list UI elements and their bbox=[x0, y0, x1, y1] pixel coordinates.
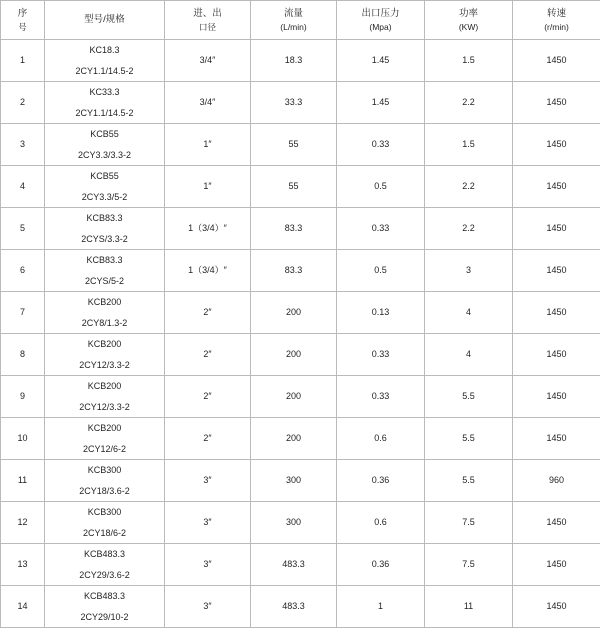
column-header-power bbox=[425, 1, 513, 40]
cell-index: 7 bbox=[1, 292, 45, 334]
cell-model bbox=[45, 166, 165, 208]
cell-model-line2: 2CY18/6-2 bbox=[83, 527, 126, 539]
cell-speed: 1450 bbox=[513, 166, 600, 208]
column-header-power-line1: 功率 bbox=[459, 7, 478, 21]
table-header bbox=[1, 1, 600, 40]
cell-power: 5.5 bbox=[425, 418, 513, 460]
column-header-model bbox=[45, 1, 165, 40]
cell-model-line1: KCB200 bbox=[88, 422, 122, 434]
cell-speed: 1450 bbox=[513, 250, 600, 292]
column-header-outlet-pressure-line2: (Mpa) bbox=[369, 21, 391, 33]
cell-port: 1（3/4）″ bbox=[165, 250, 251, 292]
cell-index: 11 bbox=[1, 460, 45, 502]
table-row bbox=[1, 334, 600, 376]
cell-index: 6 bbox=[1, 250, 45, 292]
column-header-inlet-outlet-line2: 口径 bbox=[199, 21, 216, 33]
table-row bbox=[1, 376, 600, 418]
column-header-inlet-outlet bbox=[165, 1, 251, 40]
cell-flow: 483.3 bbox=[251, 544, 337, 586]
cell-model-line2: 2CY29/10-2 bbox=[80, 611, 128, 623]
cell-flow: 300 bbox=[251, 460, 337, 502]
cell-model bbox=[45, 250, 165, 292]
cell-flow: 200 bbox=[251, 376, 337, 418]
cell-index: 4 bbox=[1, 166, 45, 208]
cell-port: 3″ bbox=[165, 502, 251, 544]
cell-model-line1: KCB200 bbox=[88, 338, 122, 350]
cell-model bbox=[45, 40, 165, 82]
column-header-index-line2: 号 bbox=[18, 21, 27, 33]
column-header-index-line1: 序 bbox=[18, 7, 28, 21]
column-header-power-line2: (KW) bbox=[459, 21, 478, 33]
cell-model-line1: KCB300 bbox=[88, 506, 122, 518]
column-header-model-line1: 型号/规格 bbox=[84, 13, 125, 27]
cell-port: 3″ bbox=[165, 586, 251, 628]
cell-flow: 200 bbox=[251, 292, 337, 334]
cell-power: 7.5 bbox=[425, 502, 513, 544]
cell-flow: 18.3 bbox=[251, 40, 337, 82]
cell-model-line2: 2CY12/6-2 bbox=[83, 443, 126, 455]
cell-speed: 960 bbox=[513, 460, 600, 502]
cell-model-line2: 2CYS/5-2 bbox=[85, 275, 124, 287]
cell-model-line1: KC18.3 bbox=[89, 44, 119, 56]
cell-model bbox=[45, 376, 165, 418]
cell-power: 3 bbox=[425, 250, 513, 292]
column-header-speed bbox=[513, 1, 600, 40]
cell-power: 11 bbox=[425, 586, 513, 628]
cell-model bbox=[45, 208, 165, 250]
column-header-inlet-outlet-line1: 进、出 bbox=[193, 7, 222, 21]
cell-model bbox=[45, 82, 165, 124]
cell-model-line1: KCB483.3 bbox=[84, 548, 125, 560]
cell-model bbox=[45, 418, 165, 460]
cell-port: 3″ bbox=[165, 460, 251, 502]
column-header-flow-line2: (L/min) bbox=[280, 21, 306, 33]
cell-flow: 200 bbox=[251, 418, 337, 460]
table-row bbox=[1, 544, 600, 586]
cell-port: 1（3/4）″ bbox=[165, 208, 251, 250]
column-header-flow bbox=[251, 1, 337, 40]
cell-model-line1: KC33.3 bbox=[89, 86, 119, 98]
cell-model bbox=[45, 124, 165, 166]
cell-port: 2″ bbox=[165, 334, 251, 376]
cell-pressure: 1.45 bbox=[337, 82, 425, 124]
column-header-index bbox=[1, 1, 45, 40]
cell-flow: 300 bbox=[251, 502, 337, 544]
cell-speed: 1450 bbox=[513, 334, 600, 376]
cell-pressure: 0.6 bbox=[337, 418, 425, 460]
cell-model-line1: KCB200 bbox=[88, 380, 122, 392]
table-row bbox=[1, 166, 600, 208]
cell-port: 2″ bbox=[165, 292, 251, 334]
cell-power: 5.5 bbox=[425, 460, 513, 502]
cell-pressure: 0.33 bbox=[337, 208, 425, 250]
cell-model bbox=[45, 334, 165, 376]
cell-model-line2: 2CY12/3.3-2 bbox=[79, 401, 130, 413]
cell-port: 2″ bbox=[165, 376, 251, 418]
cell-model-line1: KCB83.3 bbox=[86, 254, 122, 266]
cell-model-line2: 2CYS/3.3-2 bbox=[81, 233, 128, 245]
cell-model-line2: 2CY1.1/14.5-2 bbox=[75, 65, 133, 77]
table-row bbox=[1, 208, 600, 250]
cell-power: 1.5 bbox=[425, 40, 513, 82]
cell-power: 2.2 bbox=[425, 208, 513, 250]
cell-port: 1″ bbox=[165, 124, 251, 166]
cell-pressure: 1.45 bbox=[337, 40, 425, 82]
cell-model bbox=[45, 292, 165, 334]
cell-power: 4 bbox=[425, 334, 513, 376]
cell-index: 9 bbox=[1, 376, 45, 418]
table-header-row bbox=[1, 1, 600, 40]
cell-pressure: 0.6 bbox=[337, 502, 425, 544]
table-row bbox=[1, 292, 600, 334]
cell-speed: 1450 bbox=[513, 544, 600, 586]
cell-index: 8 bbox=[1, 334, 45, 376]
column-header-flow-line1: 流量 bbox=[284, 7, 303, 21]
cell-model-line2: 2CY18/3.6-2 bbox=[79, 485, 130, 497]
cell-power: 5.5 bbox=[425, 376, 513, 418]
cell-speed: 1450 bbox=[513, 502, 600, 544]
cell-index: 12 bbox=[1, 502, 45, 544]
cell-power: 7.5 bbox=[425, 544, 513, 586]
cell-model-line1: KCB55 bbox=[90, 170, 119, 182]
cell-model bbox=[45, 460, 165, 502]
column-header-speed-line2: (r/min) bbox=[544, 21, 569, 33]
cell-model bbox=[45, 544, 165, 586]
cell-pressure: 0.36 bbox=[337, 460, 425, 502]
cell-model-line2: 2CY29/3.6-2 bbox=[79, 569, 130, 581]
cell-model-line1: KCB483.3 bbox=[84, 590, 125, 602]
cell-index: 14 bbox=[1, 586, 45, 628]
cell-speed: 1450 bbox=[513, 82, 600, 124]
cell-pressure: 0.5 bbox=[337, 250, 425, 292]
cell-speed: 1450 bbox=[513, 208, 600, 250]
cell-speed: 1450 bbox=[513, 418, 600, 460]
cell-model-line2: 2CY3.3/5-2 bbox=[82, 191, 128, 203]
table-row bbox=[1, 124, 600, 166]
cell-flow: 33.3 bbox=[251, 82, 337, 124]
cell-model-line2: 2CY12/3.3-2 bbox=[79, 359, 130, 371]
cell-port: 3/4″ bbox=[165, 40, 251, 82]
cell-speed: 1450 bbox=[513, 40, 600, 82]
cell-flow: 55 bbox=[251, 166, 337, 208]
cell-flow: 83.3 bbox=[251, 208, 337, 250]
cell-port: 2″ bbox=[165, 418, 251, 460]
cell-index: 10 bbox=[1, 418, 45, 460]
cell-index: 13 bbox=[1, 544, 45, 586]
cell-flow: 55 bbox=[251, 124, 337, 166]
table-row bbox=[1, 460, 600, 502]
cell-port: 1″ bbox=[165, 166, 251, 208]
column-header-outlet-pressure-line1: 出口压力 bbox=[361, 7, 399, 21]
cell-port: 3″ bbox=[165, 544, 251, 586]
cell-speed: 1450 bbox=[513, 292, 600, 334]
table-row bbox=[1, 418, 600, 460]
table-row bbox=[1, 40, 600, 82]
cell-model-line1: KCB83.3 bbox=[86, 212, 122, 224]
cell-index: 1 bbox=[1, 40, 45, 82]
table-body bbox=[1, 40, 600, 628]
cell-pressure: 0.13 bbox=[337, 292, 425, 334]
cell-speed: 1450 bbox=[513, 586, 600, 628]
cell-model-line1: KCB300 bbox=[88, 464, 122, 476]
cell-power: 4 bbox=[425, 292, 513, 334]
cell-port: 3/4″ bbox=[165, 82, 251, 124]
cell-speed: 1450 bbox=[513, 376, 600, 418]
cell-model bbox=[45, 586, 165, 628]
cell-model-line2: 2CY3.3/3.3-2 bbox=[78, 149, 131, 161]
cell-model-line2: 2CY8/1.3-2 bbox=[82, 317, 128, 329]
cell-model-line2: 2CY1.1/14.5-2 bbox=[75, 107, 133, 119]
cell-index: 5 bbox=[1, 208, 45, 250]
cell-speed: 1450 bbox=[513, 124, 600, 166]
cell-pressure: 1 bbox=[337, 586, 425, 628]
cell-index: 3 bbox=[1, 124, 45, 166]
cell-power: 1.5 bbox=[425, 124, 513, 166]
table-row bbox=[1, 82, 600, 124]
column-header-outlet-pressure bbox=[337, 1, 425, 40]
cell-model bbox=[45, 502, 165, 544]
cell-flow: 83.3 bbox=[251, 250, 337, 292]
table-row bbox=[1, 502, 600, 544]
column-header-speed-line1: 转速 bbox=[547, 7, 566, 21]
cell-pressure: 0.36 bbox=[337, 544, 425, 586]
cell-pressure: 0.5 bbox=[337, 166, 425, 208]
cell-pressure: 0.33 bbox=[337, 124, 425, 166]
cell-power: 2.2 bbox=[425, 166, 513, 208]
cell-model-line1: KCB200 bbox=[88, 296, 122, 308]
cell-flow: 483.3 bbox=[251, 586, 337, 628]
table-row bbox=[1, 586, 600, 628]
cell-power: 2.2 bbox=[425, 82, 513, 124]
cell-flow: 200 bbox=[251, 334, 337, 376]
cell-pressure: 0.33 bbox=[337, 376, 425, 418]
cell-index: 2 bbox=[1, 82, 45, 124]
table-row bbox=[1, 250, 600, 292]
cell-model-line1: KCB55 bbox=[90, 128, 119, 140]
cell-pressure: 0.33 bbox=[337, 334, 425, 376]
